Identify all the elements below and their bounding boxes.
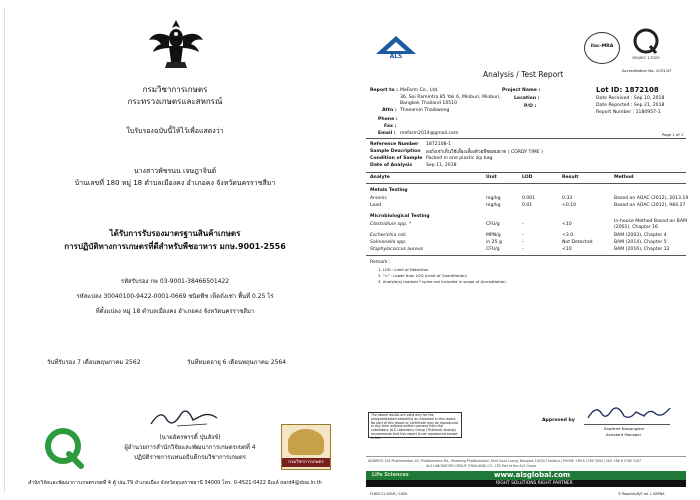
- cell-unit: MPN/g: [486, 233, 501, 238]
- department-name: กรมวิชาการเกษตร: [142, 85, 208, 94]
- condition-label: Condition of Sample: [370, 156, 423, 161]
- section-micro: Microbiological Testing: [370, 214, 430, 219]
- table-header-rule: [366, 183, 686, 184]
- gap-certificate: [4, 8, 345, 492]
- certificate-footer: สำนักวิจัยและพัฒนาการเกษตรเขตที่ 4 ตู้ ปณ.79 อำเภอเมือง จังหวัดอุบลราชธานี 34000 โทร. 0-4521-0422 อีเมล์ oard4@doa.in.th: [28, 480, 322, 486]
- cell-method: In-house Method Based on BAM (2001), Chapter 16: [614, 219, 687, 230]
- tagline-text: RIGHT SOLUTIONS RIGHT PARTNER: [496, 481, 573, 486]
- attn-label: Attn :: [382, 108, 397, 113]
- lab-address: ADDRESS 104 Phatthanakan 40, Phatthanakan Rd., Khwaeng Phatthanakan, Khet Suan Luang, Bangkok 10250 Thailand | PHONE +66 8 2760 3000 | FAX +66 8 2760 3187: [368, 459, 641, 463]
- als-logo-text: ALS: [389, 53, 403, 60]
- cell-unit: CFU/g: [486, 222, 500, 227]
- analysis-date-label: Date of Analysis: [370, 163, 413, 168]
- cell-result: 0.33: [562, 196, 573, 201]
- sample-value: ผงถั่งเช่าเห็นใช้เลี้ยงเลี้ยงด้วยพืชผสมธาต ( CORDY TIME ): [426, 150, 543, 155]
- cell-lod: -: [522, 222, 524, 227]
- condition-value: Packed in one plastic zip bag: [426, 156, 493, 161]
- section-metals: Metals Testing: [370, 188, 408, 193]
- col-method-header: Method: [614, 175, 634, 180]
- expiry-date: วันที่หมดอายุ 6 เดือนพฤษภาคม 2564: [187, 359, 287, 366]
- q-accreditation-icon: [626, 28, 666, 56]
- cell-result: <3.0: [562, 233, 574, 238]
- lab-company: ALS LABORATORY GROUP (THAILAND) CO., LTD Part of the ALS Group: [426, 464, 537, 468]
- approved-by-label: Approved by: [542, 418, 575, 423]
- attn-value: Theeamin Thaibwong: [400, 108, 450, 113]
- cell-method: Based on AOAC (2012), 984.27: [614, 203, 686, 208]
- cell-unit: mg/kg: [486, 203, 501, 208]
- als-logo: [376, 36, 416, 62]
- remark-item: 3. Analyte(s) marked * is/are not included in scope of Accreditation.: [378, 279, 507, 284]
- iso-17025-logo: [626, 28, 666, 62]
- cell-analyte: Salmonella spp.: [370, 240, 407, 245]
- cell-analyte: Clostridium spp. *: [370, 222, 412, 227]
- col-result-header: Result: [562, 175, 579, 180]
- approver-title: Assistant Manager: [606, 432, 642, 437]
- po-label: P/O :: [524, 104, 537, 109]
- footer-rule: [366, 456, 686, 457]
- ilac-text: ilac-MRA: [590, 44, 614, 49]
- approver-signature-image: [584, 402, 674, 424]
- col-unit-header: Unit: [486, 175, 497, 180]
- doa-seal: [281, 424, 331, 470]
- email-label: Email :: [378, 131, 396, 136]
- col-analyte-header: Analyte: [370, 175, 390, 180]
- form-code: F1603-21 ISSUE / CASH: [370, 492, 408, 496]
- signer-title: ผู้อำนวยการสำนักวิจัยและพัฒนาการเกษตรเขตที่ 4: [124, 444, 256, 451]
- doa-seal-caption: กรมวิชาการเกษตร: [282, 458, 330, 467]
- cell-analyte: Arsenic: [370, 196, 387, 201]
- cell-lod: -: [522, 240, 524, 245]
- cell-lod: -: [522, 247, 524, 252]
- cell-unit: mg/kg: [486, 196, 501, 201]
- table-bottom-rule: [366, 255, 686, 256]
- signer-role: ปฏิบัติราชการแทนอธิบดีกรมวิชาการเกษตร: [134, 454, 246, 461]
- divider: [366, 138, 686, 139]
- client-address-line2: Bangkok Thailand 10510: [400, 101, 458, 106]
- date-received: Date Received : Sep 10, 2018: [596, 96, 665, 101]
- cell-method: BAM (2014), Chapter 5: [614, 240, 667, 245]
- reference-value: 1872108-1: [426, 142, 452, 147]
- cell-method: Based on AOAC (2012), 2013.19: [614, 196, 689, 201]
- ministry-name: กระทรวงเกษตรและสหกรณ์: [127, 97, 223, 106]
- report-to-label: Report to :: [370, 88, 398, 93]
- tagline-bar: [366, 480, 686, 487]
- lot-id: Lot ID: 1872108: [596, 86, 659, 94]
- cell-lod: 0.01: [522, 203, 533, 208]
- certificate-number: รหัสรับรอง กษ 03-9001-38466501422: [120, 278, 230, 285]
- email-value: mefarm2014@gmail.com: [400, 131, 459, 136]
- cell-analyte: Lead: [370, 203, 382, 208]
- signature-image: [147, 406, 227, 430]
- cell-result: <10: [562, 222, 572, 227]
- brand-bar: [366, 471, 686, 480]
- phone-label: Phone :: [378, 117, 398, 122]
- cell-lod: 0.001: [522, 196, 536, 201]
- certify-line: ใบรับรองฉบับนี้ให้ไว้เพื่อแสดงว่า: [126, 127, 224, 135]
- date-reported: Date Reported : Sep 21, 2018: [596, 103, 665, 108]
- footer-code: © Reports\08/C ed. 1 ISSPNA: [618, 492, 665, 496]
- plot-code: รหัสแปลง 30040100-9422-0001-0669 ชนิดพืช เห็ดถั่งเช่า พื้นที่ 0.25 ไร่: [76, 293, 274, 300]
- garuda-emblem-icon: [147, 16, 205, 72]
- table-top-rule: [366, 172, 686, 173]
- report-number: Report Number : 1180957-1: [596, 110, 661, 115]
- cell-method: BAM (2003), Chapter 4: [614, 233, 667, 238]
- cell-analyte: Staphylococcus aureus: [370, 247, 424, 252]
- remark-label: Remark :: [370, 260, 391, 265]
- certified-person: นางสาวพัชรนน เจษฎาจินต์: [133, 167, 217, 175]
- report-title: Analysis / Test Report: [483, 70, 564, 79]
- project-name-label: Project Name :: [502, 88, 541, 93]
- disclaimer-box: [368, 412, 462, 438]
- analysis-date-value: Sep 11, 2018: [426, 163, 457, 168]
- remark-item: 1. LOD : Limit of Detection: [378, 267, 429, 272]
- remark-item: 2. "<" : Lower than LOQ (Limit of Quantitation): [378, 273, 467, 278]
- plot-location: ที่ตั้งแปลง หมู่ 18 ตำบลเมืองคง อำเภอคง จังหวัดนครราชสีมา: [95, 308, 255, 315]
- ilac-mra-logo: [584, 32, 620, 64]
- accreditation-number: Accreditation No. 1031/47: [622, 68, 672, 73]
- person-address: บ้านเลขที่ 180 หมู่ 18 ตำบลเมืองคง อำเภอคง จังหวัดนครราชสีมา: [74, 179, 276, 187]
- client-address-line1: 36, Soi Ramintra 85 Yak 6, Minburi, Minburi,: [400, 95, 501, 100]
- life-sciences-label: Life Sciences: [372, 472, 409, 478]
- cell-method: BAM (2016), Chapter 12: [614, 247, 670, 252]
- cell-result: <10: [562, 247, 572, 252]
- certification-statement: ได้รับการรับรองมาตรฐานสินค้าเกษตร: [109, 229, 241, 238]
- page-indicator: Page 1 of 1: [662, 132, 684, 137]
- cell-result: Not Detected: [562, 240, 593, 245]
- reference-label: Reference Number: [370, 142, 419, 147]
- signature-rule: [584, 424, 670, 425]
- standard-name: การปฏิบัติทางการเกษตรที่ดีสำหรับพืชอาหาร มกษ.9001-2556: [64, 242, 286, 251]
- approver-name: Sawitree Noisangiam: [604, 426, 645, 431]
- signer-name: (นายอัครพรรดิ์ ปุ่นสังข์): [159, 434, 221, 441]
- cell-lod: -: [522, 233, 524, 238]
- website-link[interactable]: www.alsglobal.com: [494, 471, 571, 479]
- col-lod-header: LOD: [522, 175, 533, 180]
- als-test-report: [356, 8, 694, 496]
- issue-date: วันที่รับรอง 7 เดือนพฤษภาคม 2562: [47, 359, 141, 366]
- cell-analyte: Escherichia coli: [370, 233, 406, 238]
- report-to-value: MeFarm Co., Ltd.: [400, 88, 439, 93]
- sample-label: Sample Description: [370, 149, 421, 154]
- cell-unit: CFU/g: [486, 247, 500, 252]
- iso-text: ISO/IEC 17025: [632, 55, 660, 60]
- location-label: Location :: [514, 96, 540, 101]
- disclaimer-text: The above results are valid only for the analyzed/tested sample(s) as indicated in this report. No part of this report or certificate may be reproduced in any form without written consent from the Laboratory. ALS Laboratory Group (Thailand) strongly recommends that this report is not reproduced except in full.: [371, 413, 459, 440]
- cell-result: <0.10: [562, 203, 577, 208]
- cell-unit: in 25 g: [486, 240, 502, 245]
- fax-label: Fax :: [384, 124, 397, 129]
